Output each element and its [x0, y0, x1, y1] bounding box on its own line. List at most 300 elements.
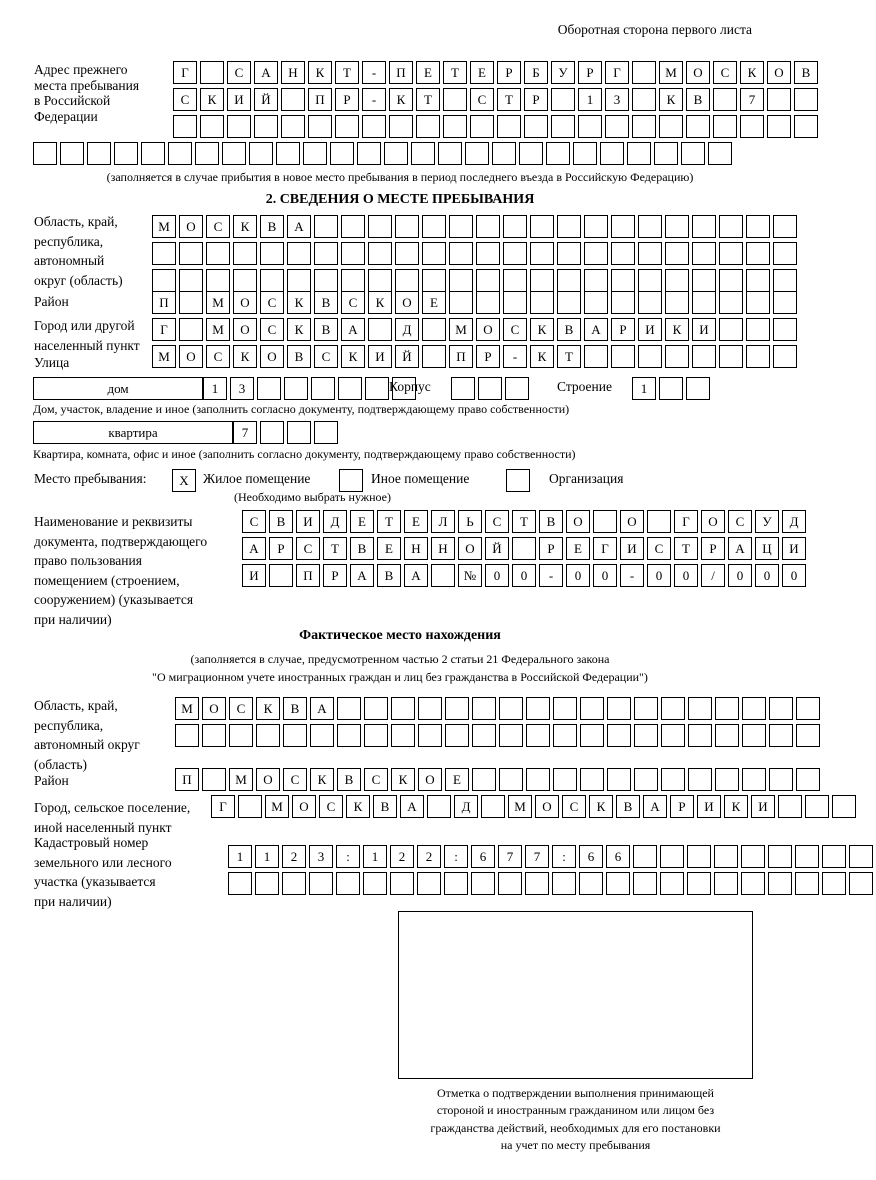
section2-region-cell[interactable]	[530, 242, 554, 265]
section2-street-cell[interactable]	[773, 345, 797, 368]
document-cell[interactable]: В	[539, 510, 563, 533]
section2-city-cell[interactable]: К	[287, 318, 311, 341]
section2-street-cell[interactable]: И	[368, 345, 392, 368]
section3-region-cell[interactable]	[742, 724, 766, 747]
section2-region-cell[interactable]	[314, 269, 338, 292]
section2-district-cell[interactable]	[530, 291, 554, 314]
prev-address-cell[interactable]	[141, 142, 165, 165]
section3-city-cell[interactable]: Р	[670, 795, 694, 818]
section2-street-cell[interactable]: В	[287, 345, 311, 368]
section3-region-cell[interactable]	[364, 697, 388, 720]
section2-district-cell[interactable]: П	[152, 291, 176, 314]
section3-region-cell[interactable]	[661, 697, 685, 720]
section2-street-cell[interactable]: -	[503, 345, 527, 368]
prev-address-cell[interactable]: -	[362, 88, 386, 111]
section3-region-cell[interactable]	[715, 724, 739, 747]
section3-region-cell[interactable]	[472, 697, 496, 720]
stroenie-cell[interactable]: 1	[632, 377, 656, 400]
prev-address-cell[interactable]	[200, 61, 224, 84]
cadastral-cell[interactable]	[849, 872, 873, 895]
document-cell[interactable]: 0	[593, 564, 617, 587]
section3-region-cell[interactable]	[499, 697, 523, 720]
section2-region-cell[interactable]	[368, 242, 392, 265]
section2-region-cell[interactable]	[530, 269, 554, 292]
section3-city-cell[interactable]: В	[373, 795, 397, 818]
document-cell[interactable]: Ь	[458, 510, 482, 533]
section2-district-cell[interactable]: О	[233, 291, 257, 314]
section3-district-cell[interactable]	[202, 768, 226, 791]
prev-address-cell[interactable]	[114, 142, 138, 165]
section3-district-cell[interactable]: О	[418, 768, 442, 791]
korpus-cell[interactable]	[478, 377, 502, 400]
prev-address-cell[interactable]: С	[470, 88, 494, 111]
document-cell[interactable]: Т	[323, 537, 347, 560]
document-cell[interactable]: Е	[404, 510, 428, 533]
section2-region-cell[interactable]	[692, 269, 716, 292]
korpus-boxes[interactable]	[451, 377, 532, 400]
section2-region-cell[interactable]	[179, 269, 203, 292]
section3-region-cell[interactable]	[283, 724, 307, 747]
prev-address-cell[interactable]	[551, 88, 575, 111]
document-cell[interactable]: Е	[350, 510, 374, 533]
section3-region-cell[interactable]	[796, 697, 820, 720]
prev-address-cell[interactable]: В	[686, 88, 710, 111]
prev-address-cell[interactable]	[632, 88, 656, 111]
section2-region-cell[interactable]	[260, 269, 284, 292]
section3-district-cell[interactable]	[553, 768, 577, 791]
section2-city-cell[interactable]: В	[557, 318, 581, 341]
section2-region-cell[interactable]	[530, 215, 554, 238]
stroenie-cell[interactable]	[659, 377, 683, 400]
section3-city-cell[interactable]	[238, 795, 262, 818]
document-cell[interactable]: Й	[485, 537, 509, 560]
section2-street-cell[interactable]	[719, 345, 743, 368]
section2-region-cell[interactable]	[476, 215, 500, 238]
section2-region-cell[interactable]	[746, 269, 770, 292]
section2-region-cell[interactable]	[314, 242, 338, 265]
prev-address-cell[interactable]: С	[713, 61, 737, 84]
prev-address-cell[interactable]	[794, 115, 818, 138]
section2-region-row-3[interactable]	[152, 269, 800, 292]
section2-district-cell[interactable]	[503, 291, 527, 314]
section3-district-row[interactable]	[175, 768, 823, 791]
section2-region-cell[interactable]	[233, 269, 257, 292]
document-cell[interactable]: Т	[377, 510, 401, 533]
cadastral-cell[interactable]	[525, 872, 549, 895]
prev-address-row-2[interactable]	[173, 88, 821, 111]
document-cell[interactable]: /	[701, 564, 725, 587]
section2-region-cell[interactable]	[719, 215, 743, 238]
prev-address-cell[interactable]: П	[389, 61, 413, 84]
document-cell[interactable]: Р	[323, 564, 347, 587]
section2-street-cell[interactable]: М	[152, 345, 176, 368]
section2-region-cell[interactable]	[314, 215, 338, 238]
section2-region-cell[interactable]	[746, 242, 770, 265]
section2-region-cell[interactable]	[584, 242, 608, 265]
section2-district-row[interactable]	[152, 291, 800, 314]
prev-address-cell[interactable]	[740, 115, 764, 138]
section2-region-cell[interactable]	[584, 215, 608, 238]
section2-region-cell[interactable]	[179, 242, 203, 265]
document-cell[interactable]: И	[782, 537, 806, 560]
section2-region-cell[interactable]	[260, 242, 284, 265]
section2-street-cell[interactable]	[584, 345, 608, 368]
section2-region-cell[interactable]	[503, 269, 527, 292]
section3-region-cell[interactable]	[418, 724, 442, 747]
prev-address-cell[interactable]: С	[173, 88, 197, 111]
prev-address-cell[interactable]	[173, 115, 197, 138]
section3-region-cell[interactable]	[229, 724, 253, 747]
section2-district-cell[interactable]	[557, 291, 581, 314]
section2-region-cell[interactable]	[692, 242, 716, 265]
section3-city-cell[interactable]: В	[616, 795, 640, 818]
section2-region-row-1[interactable]	[152, 215, 800, 238]
section2-region-cell[interactable]	[449, 215, 473, 238]
section2-region-cell[interactable]: С	[206, 215, 230, 238]
section2-street-cell[interactable]: С	[206, 345, 230, 368]
section2-city-cell[interactable]: И	[692, 318, 716, 341]
cadastral-cell[interactable]: :	[336, 845, 360, 868]
section2-street-cell[interactable]	[746, 345, 770, 368]
section3-region-cell[interactable]	[553, 697, 577, 720]
prev-address-cell[interactable]	[362, 115, 386, 138]
place-type-checkbox-other[interactable]	[339, 469, 363, 492]
section2-city-cell[interactable]	[773, 318, 797, 341]
section2-city-cell[interactable]	[746, 318, 770, 341]
section2-region-cell[interactable]	[287, 242, 311, 265]
document-cell[interactable]: Ц	[755, 537, 779, 560]
document-cell[interactable]: Р	[269, 537, 293, 560]
cadastral-cell[interactable]	[309, 872, 333, 895]
section3-city-cell[interactable]: А	[643, 795, 667, 818]
section3-district-cell[interactable]: М	[229, 768, 253, 791]
document-cell[interactable]: Н	[404, 537, 428, 560]
prev-address-cell[interactable]	[60, 142, 84, 165]
section2-street-cell[interactable]: П	[449, 345, 473, 368]
section2-region-cell[interactable]	[611, 269, 635, 292]
section2-region-cell[interactable]	[665, 215, 689, 238]
prev-address-cell[interactable]	[465, 142, 489, 165]
house-label-field[interactable]: дом	[33, 377, 203, 400]
cadastral-cell[interactable]	[795, 872, 819, 895]
section2-region-cell[interactable]	[422, 242, 446, 265]
prev-address-cell[interactable]: А	[254, 61, 278, 84]
prev-address-cell[interactable]: Е	[416, 61, 440, 84]
section2-street-cell[interactable]: О	[179, 345, 203, 368]
prev-address-cell[interactable]: К	[659, 88, 683, 111]
section2-district-cell[interactable]: К	[287, 291, 311, 314]
section3-district-cell[interactable]	[607, 768, 631, 791]
house-number-cell[interactable]	[338, 377, 362, 400]
section2-district-cell[interactable]: О	[395, 291, 419, 314]
document-cell[interactable]: А	[350, 564, 374, 587]
cadastral-cell[interactable]	[363, 872, 387, 895]
prev-address-cell[interactable]: Г	[605, 61, 629, 84]
section3-region-cell[interactable]	[688, 724, 712, 747]
document-cell[interactable]: У	[755, 510, 779, 533]
prev-address-cell[interactable]: Т	[335, 61, 359, 84]
document-cell[interactable]: Г	[674, 510, 698, 533]
document-cell[interactable]: О	[620, 510, 644, 533]
document-cell[interactable]: О	[458, 537, 482, 560]
section3-region-cell[interactable]	[526, 697, 550, 720]
section2-region-cell[interactable]	[638, 242, 662, 265]
section3-region-cell[interactable]: М	[175, 697, 199, 720]
section3-region-cell[interactable]	[445, 697, 469, 720]
prev-address-cell[interactable]	[551, 115, 575, 138]
prev-address-cell[interactable]	[222, 142, 246, 165]
cadastral-row-1[interactable]	[228, 845, 876, 868]
prev-address-cell[interactable]	[200, 115, 224, 138]
section2-region-cell[interactable]	[638, 215, 662, 238]
section3-district-cell[interactable]	[580, 768, 604, 791]
cadastral-cell[interactable]	[741, 872, 765, 895]
section2-city-cell[interactable]	[719, 318, 743, 341]
section2-region-cell[interactable]	[665, 242, 689, 265]
document-cell[interactable]	[269, 564, 293, 587]
section3-region-cell[interactable]	[580, 724, 604, 747]
section2-region-cell[interactable]	[287, 269, 311, 292]
section3-region-cell[interactable]	[175, 724, 199, 747]
document-cell[interactable]: Е	[566, 537, 590, 560]
section3-region-cell[interactable]	[391, 697, 415, 720]
place-type-checkbox-organization[interactable]	[506, 469, 530, 492]
prev-address-cell[interactable]: Т	[497, 88, 521, 111]
prev-address-cell[interactable]	[605, 115, 629, 138]
section2-region-cell[interactable]	[341, 269, 365, 292]
stamp-box[interactable]	[398, 911, 753, 1079]
section3-region-cell[interactable]	[661, 724, 685, 747]
section2-city-row-1[interactable]	[152, 318, 800, 341]
section3-district-cell[interactable]	[796, 768, 820, 791]
section3-city-cell[interactable]: О	[535, 795, 559, 818]
section2-region-cell[interactable]	[584, 269, 608, 292]
document-cell[interactable]: 0	[512, 564, 536, 587]
section2-city-cell[interactable]: О	[233, 318, 257, 341]
prev-address-cell[interactable]	[654, 142, 678, 165]
section2-region-cell[interactable]: К	[233, 215, 257, 238]
section2-city-cell[interactable]	[368, 318, 392, 341]
prev-address-cell[interactable]: И	[227, 88, 251, 111]
section2-region-cell[interactable]	[638, 269, 662, 292]
cadastral-cell[interactable]: :	[552, 845, 576, 868]
section2-district-cell[interactable]	[746, 291, 770, 314]
section3-district-cell[interactable]: К	[310, 768, 334, 791]
prev-address-cell[interactable]: Г	[173, 61, 197, 84]
prev-address-cell[interactable]	[767, 115, 791, 138]
prev-address-row-1[interactable]	[173, 61, 821, 84]
section3-region-cell[interactable]	[634, 697, 658, 720]
section2-region-cell[interactable]	[773, 215, 797, 238]
document-cell[interactable]: 0	[674, 564, 698, 587]
section3-region-cell[interactable]	[337, 697, 361, 720]
prev-address-cell[interactable]	[713, 115, 737, 138]
prev-address-cell[interactable]	[713, 88, 737, 111]
section3-city-cell[interactable]: С	[319, 795, 343, 818]
section3-region-cell[interactable]	[742, 697, 766, 720]
document-cell[interactable]: С	[485, 510, 509, 533]
section2-city-cell[interactable]	[179, 318, 203, 341]
document-cell[interactable]: 0	[728, 564, 752, 587]
section2-street-cell[interactable]: О	[260, 345, 284, 368]
section2-street-cell[interactable]: Р	[476, 345, 500, 368]
house-number-cell[interactable]: 1	[203, 377, 227, 400]
section3-district-cell[interactable]	[742, 768, 766, 791]
document-cell[interactable]	[593, 510, 617, 533]
prev-address-cell[interactable]: 1	[578, 88, 602, 111]
section2-district-cell[interactable]: Е	[422, 291, 446, 314]
flat-number-cell[interactable]	[314, 421, 338, 444]
prev-address-cell[interactable]: Р	[497, 61, 521, 84]
prev-address-cell[interactable]: Т	[443, 61, 467, 84]
section3-district-cell[interactable]: В	[337, 768, 361, 791]
section2-region-cell[interactable]	[395, 242, 419, 265]
cadastral-cell[interactable]: :	[444, 845, 468, 868]
cadastral-cell[interactable]: 2	[417, 845, 441, 868]
section2-district-cell[interactable]: К	[368, 291, 392, 314]
prev-address-cell[interactable]: С	[227, 61, 251, 84]
section2-district-cell[interactable]	[584, 291, 608, 314]
section3-city-cell[interactable]	[427, 795, 451, 818]
section2-street-row[interactable]	[152, 345, 800, 368]
section3-district-cell[interactable]	[715, 768, 739, 791]
document-cell[interactable]	[647, 510, 671, 533]
prev-address-cell[interactable]	[573, 142, 597, 165]
document-cell[interactable]: Е	[377, 537, 401, 560]
section2-region-cell[interactable]	[341, 242, 365, 265]
cadastral-cell[interactable]	[687, 872, 711, 895]
document-row-2[interactable]	[242, 537, 809, 560]
section3-region-cell[interactable]: О	[202, 697, 226, 720]
prev-address-cell[interactable]	[438, 142, 462, 165]
document-cell[interactable]: С	[647, 537, 671, 560]
section2-region-cell[interactable]	[503, 215, 527, 238]
document-cell[interactable]: В	[269, 510, 293, 533]
cadastral-cell[interactable]: 7	[498, 845, 522, 868]
section3-city-cell[interactable]: С	[562, 795, 586, 818]
section2-city-cell[interactable]: Р	[611, 318, 635, 341]
section2-district-cell[interactable]	[179, 291, 203, 314]
flat-number-cell[interactable]	[260, 421, 284, 444]
cadastral-cell[interactable]: 7	[525, 845, 549, 868]
section3-district-cell[interactable]	[688, 768, 712, 791]
prev-address-row-3[interactable]	[173, 115, 821, 138]
document-cell[interactable]: 0	[755, 564, 779, 587]
prev-address-cell[interactable]: О	[767, 61, 791, 84]
section2-region-cell[interactable]	[719, 269, 743, 292]
section3-district-cell[interactable]: П	[175, 768, 199, 791]
section2-region-cell[interactable]	[665, 269, 689, 292]
cadastral-cell[interactable]	[552, 872, 576, 895]
section3-district-cell[interactable]	[769, 768, 793, 791]
prev-address-cell[interactable]	[33, 142, 57, 165]
prev-address-cell[interactable]	[627, 142, 651, 165]
house-number-cell[interactable]	[365, 377, 389, 400]
prev-address-cell[interactable]	[416, 115, 440, 138]
prev-address-cell[interactable]	[632, 115, 656, 138]
section2-region-cell[interactable]	[476, 242, 500, 265]
section2-region-cell[interactable]	[368, 215, 392, 238]
section2-region-cell[interactable]	[719, 242, 743, 265]
section2-region-cell[interactable]	[395, 269, 419, 292]
prev-address-cell[interactable]: М	[659, 61, 683, 84]
cadastral-cell[interactable]	[336, 872, 360, 895]
section3-city-cell[interactable]: К	[589, 795, 613, 818]
section3-region-cell[interactable]	[580, 697, 604, 720]
section3-district-cell[interactable]	[634, 768, 658, 791]
document-cell[interactable]: Р	[539, 537, 563, 560]
section3-city-cell[interactable]: А	[400, 795, 424, 818]
cadastral-cell[interactable]	[417, 872, 441, 895]
section2-district-cell[interactable]	[692, 291, 716, 314]
prev-address-cell[interactable]: В	[794, 61, 818, 84]
section3-district-cell[interactable]	[661, 768, 685, 791]
section2-street-cell[interactable]: Й	[395, 345, 419, 368]
house-number-cell[interactable]	[284, 377, 308, 400]
section3-city-cell[interactable]: И	[751, 795, 775, 818]
prev-address-cell[interactable]: Т	[416, 88, 440, 111]
document-cell[interactable]: №	[458, 564, 482, 587]
prev-address-cell[interactable]	[281, 115, 305, 138]
prev-address-cell[interactable]	[303, 142, 327, 165]
document-cell[interactable]: Г	[593, 537, 617, 560]
prev-address-cell[interactable]	[681, 142, 705, 165]
document-cell[interactable]: Т	[512, 510, 536, 533]
section3-city-cell[interactable]: М	[265, 795, 289, 818]
korpus-cell[interactable]	[505, 377, 529, 400]
section3-region-cell[interactable]	[472, 724, 496, 747]
place-type-checkbox-residential[interactable]: Х	[172, 469, 196, 492]
document-cell[interactable]: О	[701, 510, 725, 533]
prev-address-cell[interactable]	[357, 142, 381, 165]
section3-district-cell[interactable]: Е	[445, 768, 469, 791]
section2-region-cell[interactable]	[611, 215, 635, 238]
section3-city-cell[interactable]: Д	[454, 795, 478, 818]
cadastral-cell[interactable]: 2	[390, 845, 414, 868]
prev-address-cell[interactable]: К	[308, 61, 332, 84]
cadastral-cell[interactable]	[768, 872, 792, 895]
cadastral-cell[interactable]	[660, 872, 684, 895]
prev-address-cell[interactable]: Р	[524, 88, 548, 111]
prev-address-cell[interactable]: О	[686, 61, 710, 84]
section3-region-row-2[interactable]	[175, 724, 823, 747]
document-cell[interactable]: И	[242, 564, 266, 587]
prev-address-cell[interactable]	[632, 61, 656, 84]
prev-address-cell[interactable]	[578, 115, 602, 138]
prev-address-cell[interactable]	[600, 142, 624, 165]
flat-number-boxes[interactable]	[233, 421, 341, 444]
section2-region-cell[interactable]: А	[287, 215, 311, 238]
section2-street-cell[interactable]: К	[530, 345, 554, 368]
cadastral-cell[interactable]	[768, 845, 792, 868]
section3-region-cell[interactable]	[202, 724, 226, 747]
cadastral-cell[interactable]	[579, 872, 603, 895]
section2-region-cell[interactable]	[152, 269, 176, 292]
prev-address-cell[interactable]: Р	[578, 61, 602, 84]
section2-city-cell[interactable]: В	[314, 318, 338, 341]
section2-city-cell[interactable]: Д	[395, 318, 419, 341]
section3-region-cell[interactable]	[715, 697, 739, 720]
section2-region-cell[interactable]: М	[152, 215, 176, 238]
cadastral-cell[interactable]	[714, 872, 738, 895]
section2-region-cell[interactable]	[422, 215, 446, 238]
cadastral-cell[interactable]	[282, 872, 306, 895]
prev-address-cell[interactable]	[546, 142, 570, 165]
prev-address-cell[interactable]	[276, 142, 300, 165]
section3-region-cell[interactable]	[553, 724, 577, 747]
section3-region-cell[interactable]	[445, 724, 469, 747]
section2-district-cell[interactable]	[476, 291, 500, 314]
